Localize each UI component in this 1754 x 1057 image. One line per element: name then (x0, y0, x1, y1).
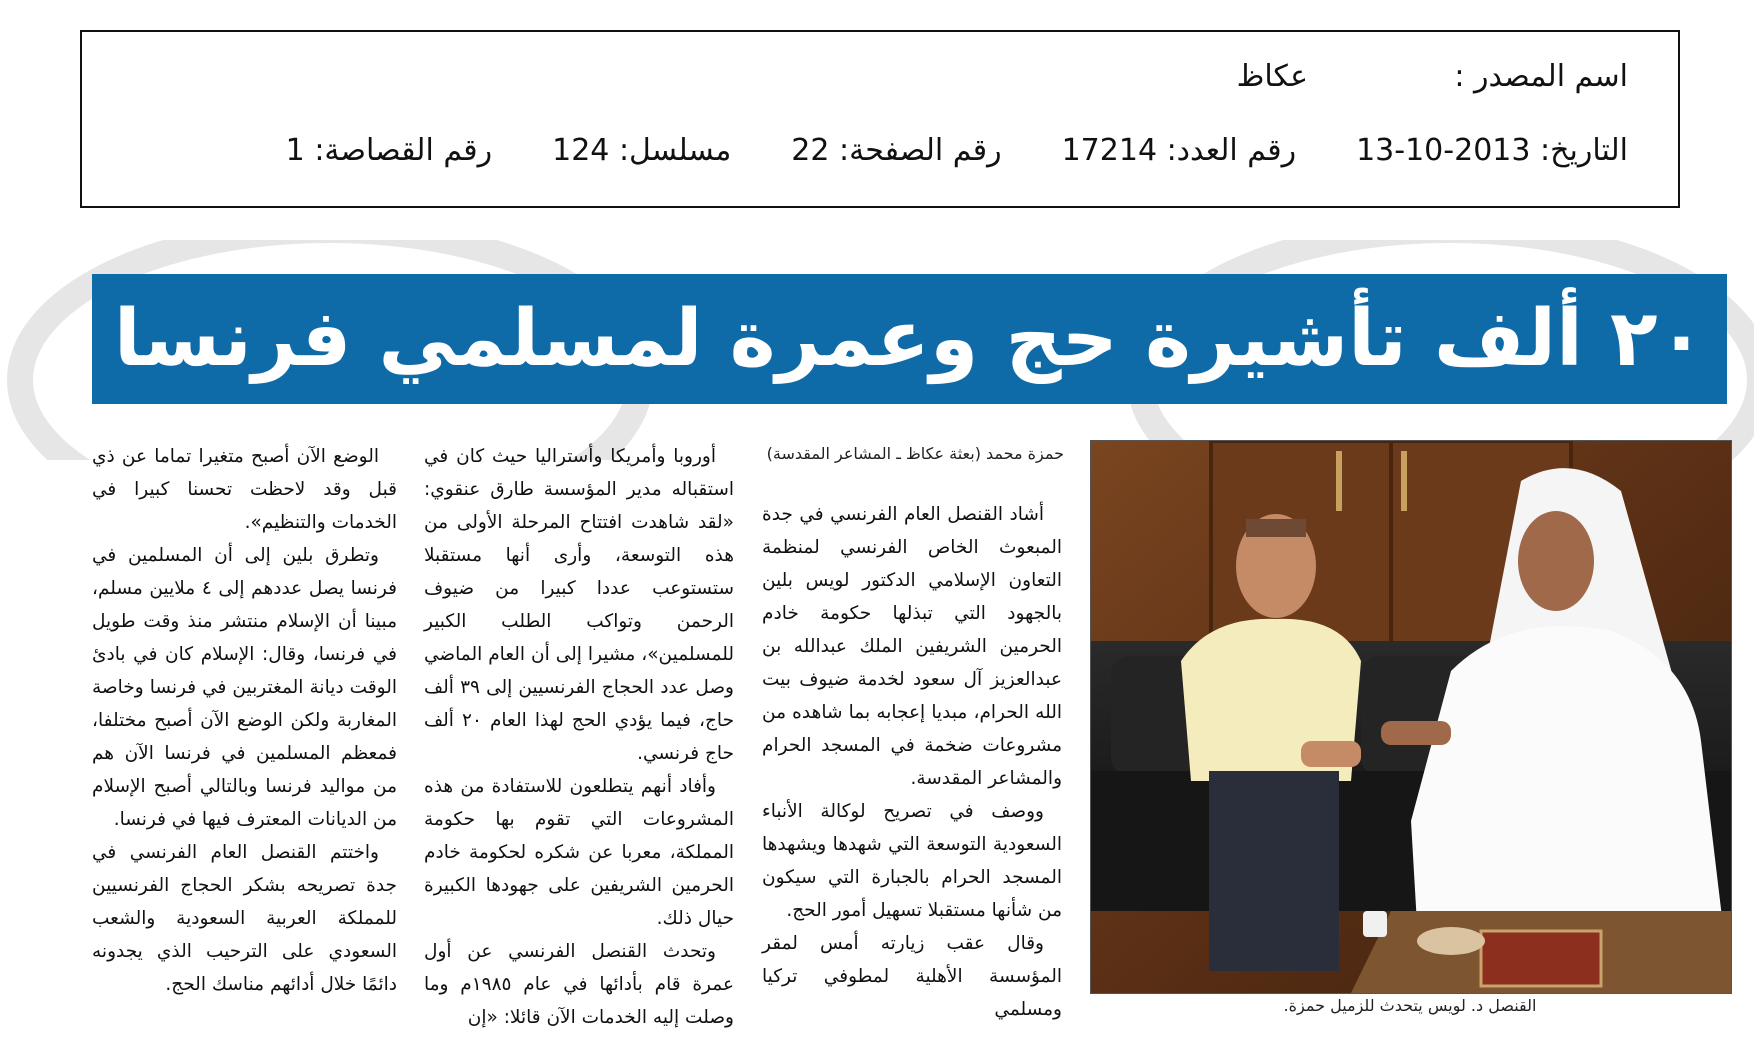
source-value: عكاظ (1236, 58, 1308, 94)
date-field (1356, 133, 1628, 168)
paragraph: وأفاد أنهم يتطلعون للاستفادة من هذه المشروعات التي تقوم بها حكومة المملكة، معربا عن شكره لحكومة خادم الحرمين الشريفين على جهودها الكبيرة حيال ذلك. (424, 776, 734, 929)
serial-field (552, 133, 731, 168)
article-column-2 (424, 440, 734, 1034)
paragraph: وتطرق بلين إلى أن المسلمين في فرنسا يصل عددهم إلى ٤ ملايين مسلم، مبينا أن الإسلام منتشر منذ وقت طويل في فرنسا، وقال: الإسلام كان في بادئ الوقت ديانة المغتربين في فرنسا وخاصة المغاربة ولكن الوضع الآن أصبح مختلفا، فمعظم المسلمين في فرنسا الآن هم من مواليد فرنسا وبالتالي أصبح الإسلام من الديانات المعترف فيها في فرنسا. (92, 545, 397, 830)
paragraph: وقال عقب زيارته أمس لمقر المؤسسة الأهلية لمطوفي تركيا ومسلمي (762, 933, 1062, 1020)
page-label: رقم الصفحة: (839, 132, 1002, 168)
serial-value: 124 (552, 132, 610, 168)
page-value: 22 (791, 132, 830, 168)
source-row (122, 54, 1628, 98)
page-field (791, 133, 1001, 168)
article-byline: حمزة محمد (بعثة عكاظ ـ المشاعر المقدسة) (766, 444, 1064, 463)
issue-value: 17214 (1061, 132, 1158, 168)
source-metadata-box (80, 30, 1680, 208)
source-label: اسم المصدر : (1454, 58, 1628, 94)
date-label: التاريخ: (1540, 132, 1628, 168)
issue-field (1062, 133, 1296, 168)
article-headline: ٢٠ ألف تأشيرة حج وعمرة لمسلمي فرنسا (113, 294, 1706, 384)
issue-label: رقم العدد: (1166, 132, 1297, 168)
article-photo (1090, 440, 1732, 994)
clip-value: 1 (285, 132, 305, 168)
consul-interview-photo (1091, 441, 1731, 993)
paragraph: الوضع الآن أصبح متغيرا تماما عن ذي قبل وقد لاحظت تحسنا كبيرا في الخدمات والتنظيم». (92, 446, 397, 533)
clip-field (286, 133, 492, 168)
publication-details-row (122, 128, 1628, 172)
paragraph: ووصف في تصريح لوكالة الأنباء السعودية التوسعة التي شهدها ويشهدها المسجد الحرام بالجبارة التي سيكون من شأنها مستقبلا تسهيل أمور الحج. (762, 801, 1062, 921)
headline-banner (92, 274, 1727, 404)
serial-label: مسلسل: (618, 132, 732, 168)
paragraph: أشاد القنصل العام الفرنسي في جدة المبعوث الخاص الفرنسي لمنظمة التعاون الإسلامي الدكتور لويس بلين بالجهود التي تبذلها حكومة خادم الحرمين الشريفين الملك عبدالله بن عبدالعزيز آل سعود لخدمة ضيوف بيت الله الحرام، مبديا إعجابه بما شاهده من مشروعات ضخمة في المسجد الحرام والمشاعر المقدسة. (762, 504, 1062, 789)
paragraph: واختتم القنصل العام الفرنسي في جدة تصريحه بشكر الحجاج الفرنسيين للمملكة العربية السعودية والشعب السعودي على الترحيب الذي يجدونه دائمًا خلال أدائهم مناسك الحج. (92, 842, 397, 995)
photo-caption: القنصل د. لويس يتحدث للزميل حمزة. (1283, 996, 1537, 1015)
paragraph: وتحدث القنصل الفرنسي عن أول عمرة قام بأدائها في عام ١٩٨٥م وما وصلت إليه الخدمات الآن قائلا: «إن (424, 941, 734, 1028)
paragraph: أوروبا وأمريكا وأستراليا حيث كان في استقباله مدير المؤسسة طارق عنقوي: «لقد شاهدت افتتاح المرحلة الأولى من هذه التوسعة، وأرى أنها مستقبلا ستستوعب عددا كبيرا من ضيوف الرحمن وتواكب الطلب الكبير للمسلمين»، مشيرا إلى أن العام الماضي وصل عدد الحجاج الفرنسيين إلى ٣٩ ألف حاج، فيما يؤدي الحج لهذا العام ٢٠ ألف حاج فرنسي. (424, 446, 735, 764)
clip-label: رقم القصاصة: (314, 132, 493, 168)
date-value: 2013-10-13 (1356, 132, 1531, 168)
article-column-3 (92, 440, 397, 1001)
article-column-1 (762, 498, 1062, 1026)
